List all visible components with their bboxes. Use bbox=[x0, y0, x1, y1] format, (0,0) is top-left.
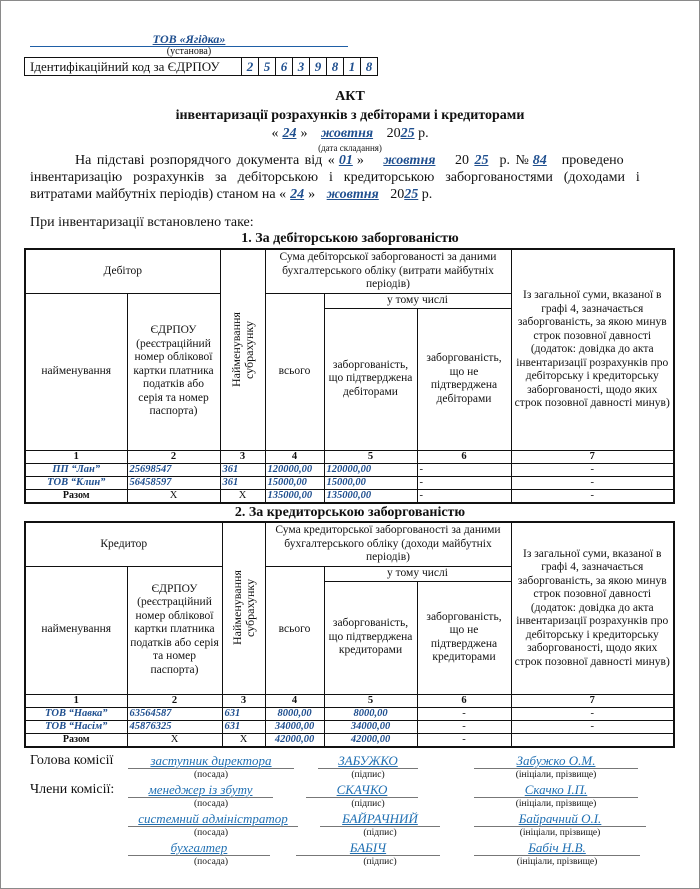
col-number: 5 bbox=[324, 694, 417, 707]
col-number: 2 bbox=[127, 450, 220, 463]
caption-position: (посада) bbox=[194, 799, 228, 809]
date-year-prefix: 20 bbox=[386, 126, 401, 141]
position-value: системний адміністратор bbox=[138, 811, 288, 826]
edrpou-box bbox=[24, 57, 378, 76]
cell-total: 42000,00 bbox=[265, 733, 324, 747]
col-number: 5 bbox=[324, 450, 417, 463]
cell-confirmed: 135000,00 bbox=[324, 489, 417, 503]
cell-name: Разом bbox=[25, 489, 127, 503]
signature-sign bbox=[296, 841, 440, 856]
table-row bbox=[25, 463, 674, 476]
edrpou-digit: 9 bbox=[310, 58, 327, 75]
cell-name: ТОВ “Клин” bbox=[25, 476, 127, 489]
signature-sign bbox=[320, 812, 440, 827]
col-number: 4 bbox=[265, 694, 324, 707]
cell-code: 63564587 bbox=[127, 707, 222, 720]
header-overdue: Із загальної суми, вказаної в графі 4, зазначається заборгованість, за якою минув строк позовної давності (додаток: довідка до акта інвентаризації розрахунків про дебіторську і кредиторську заборгованості, щодо яких строк позовної давності минув) bbox=[511, 249, 674, 450]
basis-year2-suffix: 25 bbox=[404, 187, 419, 202]
cell-code: 56458597 bbox=[127, 476, 220, 489]
cell-confirmed: 34000,00 bbox=[324, 720, 417, 733]
position-value: менеджер із збуту bbox=[148, 782, 253, 797]
cell-name: ТОВ “Насім” bbox=[25, 720, 127, 733]
cell-name: ТОВ “Навка” bbox=[25, 707, 127, 720]
header-unconfirmed: заборгованість, що не підтверджена дебіторами bbox=[417, 308, 511, 450]
header-party: Кредитор bbox=[25, 522, 222, 566]
basis-year2-prefix: 20 bbox=[390, 187, 405, 202]
edrpou-digit: 1 bbox=[344, 58, 361, 75]
cell-unconfirmed: - bbox=[417, 707, 511, 720]
date-r: р. bbox=[418, 126, 429, 141]
signature-value: ЗАБУЖКО bbox=[338, 753, 398, 768]
cell-confirmed: 42000,00 bbox=[324, 733, 417, 747]
col-number: 1 bbox=[25, 450, 127, 463]
edrpou-label: Ідентифікаційний код за ЄДРПОУ bbox=[25, 58, 242, 75]
date-r: р. bbox=[421, 187, 433, 202]
document-date bbox=[0, 126, 700, 142]
cell-code: X bbox=[127, 489, 220, 503]
header-subaccount bbox=[222, 522, 265, 694]
header-unconfirmed: заборгованість, що не підтверджена кредиторами bbox=[417, 581, 511, 694]
cell-confirmed: 8000,00 bbox=[324, 707, 417, 720]
basis-line-1 bbox=[75, 153, 624, 169]
basis-text: На підставі розпорядчого документа від « bbox=[75, 153, 335, 168]
date-year-suffix: 25 bbox=[400, 126, 415, 141]
members-label: Члени комісії: bbox=[30, 782, 115, 797]
caption-name: (ініціали, прізвище) bbox=[519, 828, 601, 838]
cell-overdue: - bbox=[511, 707, 674, 720]
caption-position: (посада) bbox=[194, 770, 228, 780]
basis-year-suffix: 25 bbox=[474, 153, 489, 168]
col-number: 1 bbox=[25, 694, 127, 707]
header-confirmed: заборгованість, що підтверджена кредиторами bbox=[324, 581, 417, 694]
basis-line-3: витратами майбутніх періодів) станом на « 24 » жовтня 2025 р. bbox=[30, 187, 433, 202]
date-caption: (дата складання) bbox=[318, 143, 382, 153]
signature-position bbox=[128, 841, 270, 856]
header-code: ЄДРПОУ (реєстраційний номер облікової картки платника податків або серія та номер паспорта) bbox=[127, 566, 222, 694]
edrpou-digit: 3 bbox=[293, 58, 310, 75]
signature-position bbox=[128, 783, 273, 798]
cell-confirmed: 15000,00 bbox=[324, 476, 417, 489]
signature-name bbox=[474, 783, 638, 798]
column-numbers-row bbox=[25, 694, 674, 707]
caption-signature: (підпис) bbox=[351, 799, 385, 809]
header-subaccount-text: Найменування субрахунку bbox=[229, 570, 257, 646]
document-title: АКТ bbox=[335, 89, 365, 104]
caption-position: (посада) bbox=[194, 828, 228, 838]
section1-title: 1. За дебіторською заборгованістю bbox=[241, 231, 459, 246]
total-row bbox=[25, 733, 674, 747]
organization-caption: (установа) bbox=[166, 46, 212, 57]
header-subaccount-text: Найменування субрахунку bbox=[228, 312, 256, 388]
col-number: 6 bbox=[417, 694, 511, 707]
table-row bbox=[25, 707, 674, 720]
edrpou-digit: 6 bbox=[276, 58, 293, 75]
basis-line-2: інвентаризацію розрахунків за дебіторською і кредиторською заборгованостями (доходами і bbox=[30, 170, 640, 185]
cell-subaccount: 361 bbox=[220, 463, 265, 476]
cell-name: ПП “Лан” bbox=[25, 463, 127, 476]
name-value: Скачко І.П. bbox=[524, 782, 588, 797]
basis-text: витратами майбутніх періодів) станом на « bbox=[30, 187, 287, 202]
position-value: бухгалтер bbox=[170, 840, 228, 855]
header-party: Дебітор bbox=[25, 249, 220, 293]
edrpou-digit: 2 bbox=[242, 58, 259, 75]
cell-subaccount: 631 bbox=[222, 720, 265, 733]
creditors-table bbox=[24, 521, 675, 748]
cell-subaccount: X bbox=[222, 733, 265, 747]
cell-overdue: - bbox=[511, 463, 674, 476]
date-month: жовтня bbox=[320, 126, 374, 141]
quote-open: « bbox=[271, 126, 279, 141]
cell-overdue: - bbox=[511, 489, 674, 503]
cell-overdue bbox=[511, 733, 674, 747]
header-name: найменування bbox=[25, 566, 127, 694]
cell-unconfirmed: - bbox=[417, 476, 511, 489]
cell-overdue: - bbox=[511, 720, 674, 733]
header-including: у тому числі bbox=[324, 566, 511, 581]
debtors-table bbox=[24, 248, 675, 504]
col-number: 3 bbox=[222, 694, 265, 707]
signature-name bbox=[474, 754, 638, 769]
col-number: 6 bbox=[417, 450, 511, 463]
total-row bbox=[25, 489, 674, 503]
col-number: 4 bbox=[265, 450, 324, 463]
caption-signature: (підпис) bbox=[351, 770, 385, 780]
cell-total: 34000,00 bbox=[265, 720, 324, 733]
header-overdue: Із загальної суми, вказаної в графі 4, зазначається заборгованість, за якою минув строк позовної давності (додаток: довідка до акта інвентаризації розрахунків про дебіторську і кредиторську заборгованості, щодо яких строк позовної давності минув) bbox=[511, 522, 674, 694]
established-text: При інвентаризації встановлено таке: bbox=[30, 215, 254, 230]
caption-position: (посада) bbox=[194, 857, 228, 867]
cell-unconfirmed: - bbox=[417, 733, 511, 747]
header-including: у тому числі bbox=[324, 293, 511, 308]
caption-name: (ініціали, прізвище) bbox=[515, 799, 597, 809]
chair-label: Голова комісії bbox=[30, 753, 114, 768]
cell-total: 15000,00 bbox=[265, 476, 324, 489]
cell-total: 8000,00 bbox=[265, 707, 324, 720]
col-number: 3 bbox=[220, 450, 265, 463]
edrpou-digit: 5 bbox=[259, 58, 276, 75]
cell-code: 45876325 bbox=[127, 720, 222, 733]
signature-name bbox=[474, 841, 640, 856]
table-row bbox=[25, 476, 674, 489]
cell-name: Разом bbox=[25, 733, 127, 747]
organization-name: ТОВ «Ягідка» bbox=[152, 32, 226, 46]
date-day: 24 bbox=[282, 126, 297, 141]
cell-unconfirmed: - bbox=[417, 720, 511, 733]
quote-close: » bbox=[356, 153, 364, 168]
organization-field bbox=[30, 33, 348, 47]
cell-unconfirmed: - bbox=[417, 489, 511, 503]
cell-subaccount: X bbox=[220, 489, 265, 503]
section2-title: 2. За кредиторською заборгованістю bbox=[234, 505, 466, 520]
cell-total: 120000,00 bbox=[265, 463, 324, 476]
header-code: ЄДРПОУ (реєстраційний номер облікової картки платника податків або серія та номер паспорта) bbox=[127, 293, 220, 450]
signature-sign bbox=[318, 754, 418, 769]
header-sum: Сума кредиторської заборгованості за даними бухгалтерського обліку (доходи майбутніх періодів) bbox=[265, 522, 511, 566]
basis-day: 01 bbox=[338, 153, 353, 168]
position-value: заступник директора bbox=[150, 753, 272, 768]
cell-unconfirmed: - bbox=[417, 463, 511, 476]
basis-year-prefix: 20 bbox=[454, 153, 469, 168]
signature-value: БАЙРАЧНИЙ bbox=[342, 811, 418, 826]
cell-overdue: - bbox=[511, 476, 674, 489]
edrpou-digit: 8 bbox=[327, 58, 344, 75]
header-total: всього bbox=[265, 293, 324, 450]
edrpou-digit: 8 bbox=[365, 59, 373, 74]
cell-confirmed: 120000,00 bbox=[324, 463, 417, 476]
column-numbers-row bbox=[25, 450, 674, 463]
signature-position bbox=[128, 754, 294, 769]
basis-month2: жовтня bbox=[326, 187, 379, 202]
caption-signature: (підпис) bbox=[363, 828, 397, 838]
signature-name bbox=[474, 812, 646, 827]
header-sum: Сума дебіторської заборгованості за даними бухгалтерського обліку (витрати майбутніх періодів) bbox=[265, 249, 511, 293]
cell-total: 135000,00 bbox=[265, 489, 324, 503]
basis-month: жовтня bbox=[383, 153, 436, 168]
basis-day2: 24 bbox=[290, 187, 305, 202]
caption-name: (ініціали, прізвище) bbox=[515, 770, 597, 780]
signature-value: БАБІЧ bbox=[349, 840, 387, 855]
basis-number: 84 bbox=[532, 153, 547, 168]
header-name: найменування bbox=[25, 293, 127, 450]
cell-code: X bbox=[127, 733, 222, 747]
signature-value: СКАЧКО bbox=[336, 782, 388, 797]
cell-subaccount: 361 bbox=[220, 476, 265, 489]
caption-signature: (підпис) bbox=[363, 857, 397, 867]
table-row bbox=[25, 720, 674, 733]
caption-name: (ініціали, прізвище) bbox=[516, 857, 598, 867]
cell-subaccount: 631 bbox=[222, 707, 265, 720]
col-number: 7 bbox=[511, 450, 674, 463]
header-total: всього bbox=[265, 566, 324, 694]
signature-sign bbox=[306, 783, 418, 798]
quote-close: » bbox=[300, 126, 308, 141]
name-value: Забужко О.М. bbox=[516, 753, 596, 768]
signature-position bbox=[128, 812, 298, 827]
cell-code: 25698547 bbox=[127, 463, 220, 476]
header-confirmed: заборгованість, що підтверджена дебіторами bbox=[324, 308, 417, 450]
basis-number-label: р. № bbox=[499, 153, 529, 168]
col-number: 2 bbox=[127, 694, 222, 707]
col-number: 7 bbox=[511, 694, 674, 707]
name-value: Байрачний О.І. bbox=[518, 811, 602, 826]
name-value: Бабіч Н.В. bbox=[528, 840, 586, 855]
document-subtitle: інвентаризації розрахунків з дебіторами і кредиторами bbox=[175, 108, 525, 123]
header-subaccount bbox=[220, 249, 265, 450]
basis-text: проведено bbox=[561, 153, 624, 168]
